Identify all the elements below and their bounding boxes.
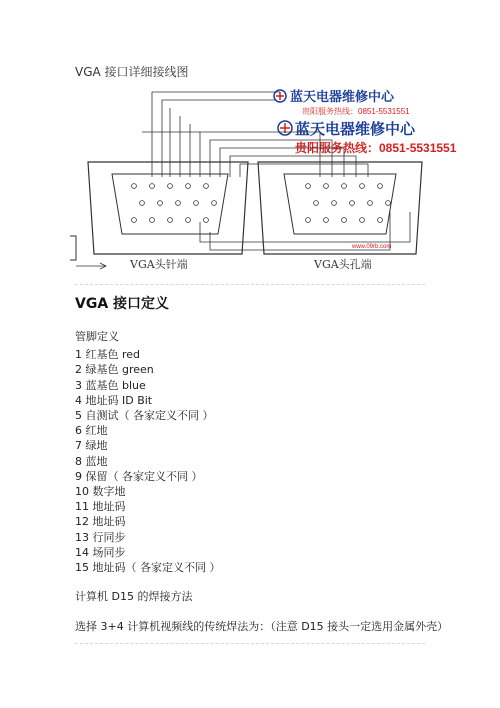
website-label: www.09rb.com [352, 244, 392, 250]
shop-name-1: 蓝天电器维修中心 [290, 89, 395, 104]
pin-item: 12 地址码 [75, 515, 126, 529]
female-end-label: VGA头孔端 [314, 258, 372, 271]
pin-item: 2 绿基色 green [75, 363, 154, 377]
shop-phone-2: 贵阳服务热线：0851-5531551 [295, 141, 457, 155]
vga-male-connector [70, 162, 248, 269]
vga-female-connector [258, 162, 422, 254]
pin-item: 13 行同步 [75, 530, 126, 544]
soldering-method-title: 计算机 D15 的焊接方法 [75, 590, 193, 603]
section-heading: VGA 接口定义 [75, 296, 170, 312]
pin-item: 4 地址码 ID Bit [75, 393, 153, 407]
pin-item: 1 红基色 red [75, 348, 141, 362]
shop-logo-2 [278, 121, 292, 135]
pin-item: 6 红地 [75, 424, 108, 438]
pin-item: 11 地址码 [75, 500, 126, 514]
pin-item: 9 保留（ 各家定义不同 ） [75, 469, 203, 483]
pin-item: 8 蓝地 [75, 454, 108, 468]
divider [75, 284, 425, 285]
vga-wiring-diagram [70, 82, 457, 280]
figure-caption: VGA 接口详细接线图 [75, 65, 189, 79]
soldering-method-text: 选择 3+4 计算机视频线的传统焊法为：（注意 D15 接头一定选用金属外壳） [75, 620, 449, 633]
pin-item: 10 数字地 [75, 485, 126, 499]
pin-item: 5 自测试（ 各家定义不同 ） [75, 409, 214, 423]
divider [75, 643, 425, 644]
shop-name-2: 蓝天电器维修中心 [295, 121, 416, 138]
pin-item: 15 地址码（ 各家定义不同 ） [75, 561, 221, 575]
male-end-label: VGA头针端 [130, 258, 188, 271]
shop-phone-1: 贵阳服务热线：0851-5531551 [302, 107, 410, 116]
pin-list-title: 管脚定义 [75, 330, 119, 343]
pin-item: 14 场同步 [75, 545, 126, 559]
pin-item: 3 蓝基色 blue [75, 378, 146, 392]
pin-definition-list [75, 329, 221, 575]
pin-item: 7 绿地 [75, 439, 108, 453]
